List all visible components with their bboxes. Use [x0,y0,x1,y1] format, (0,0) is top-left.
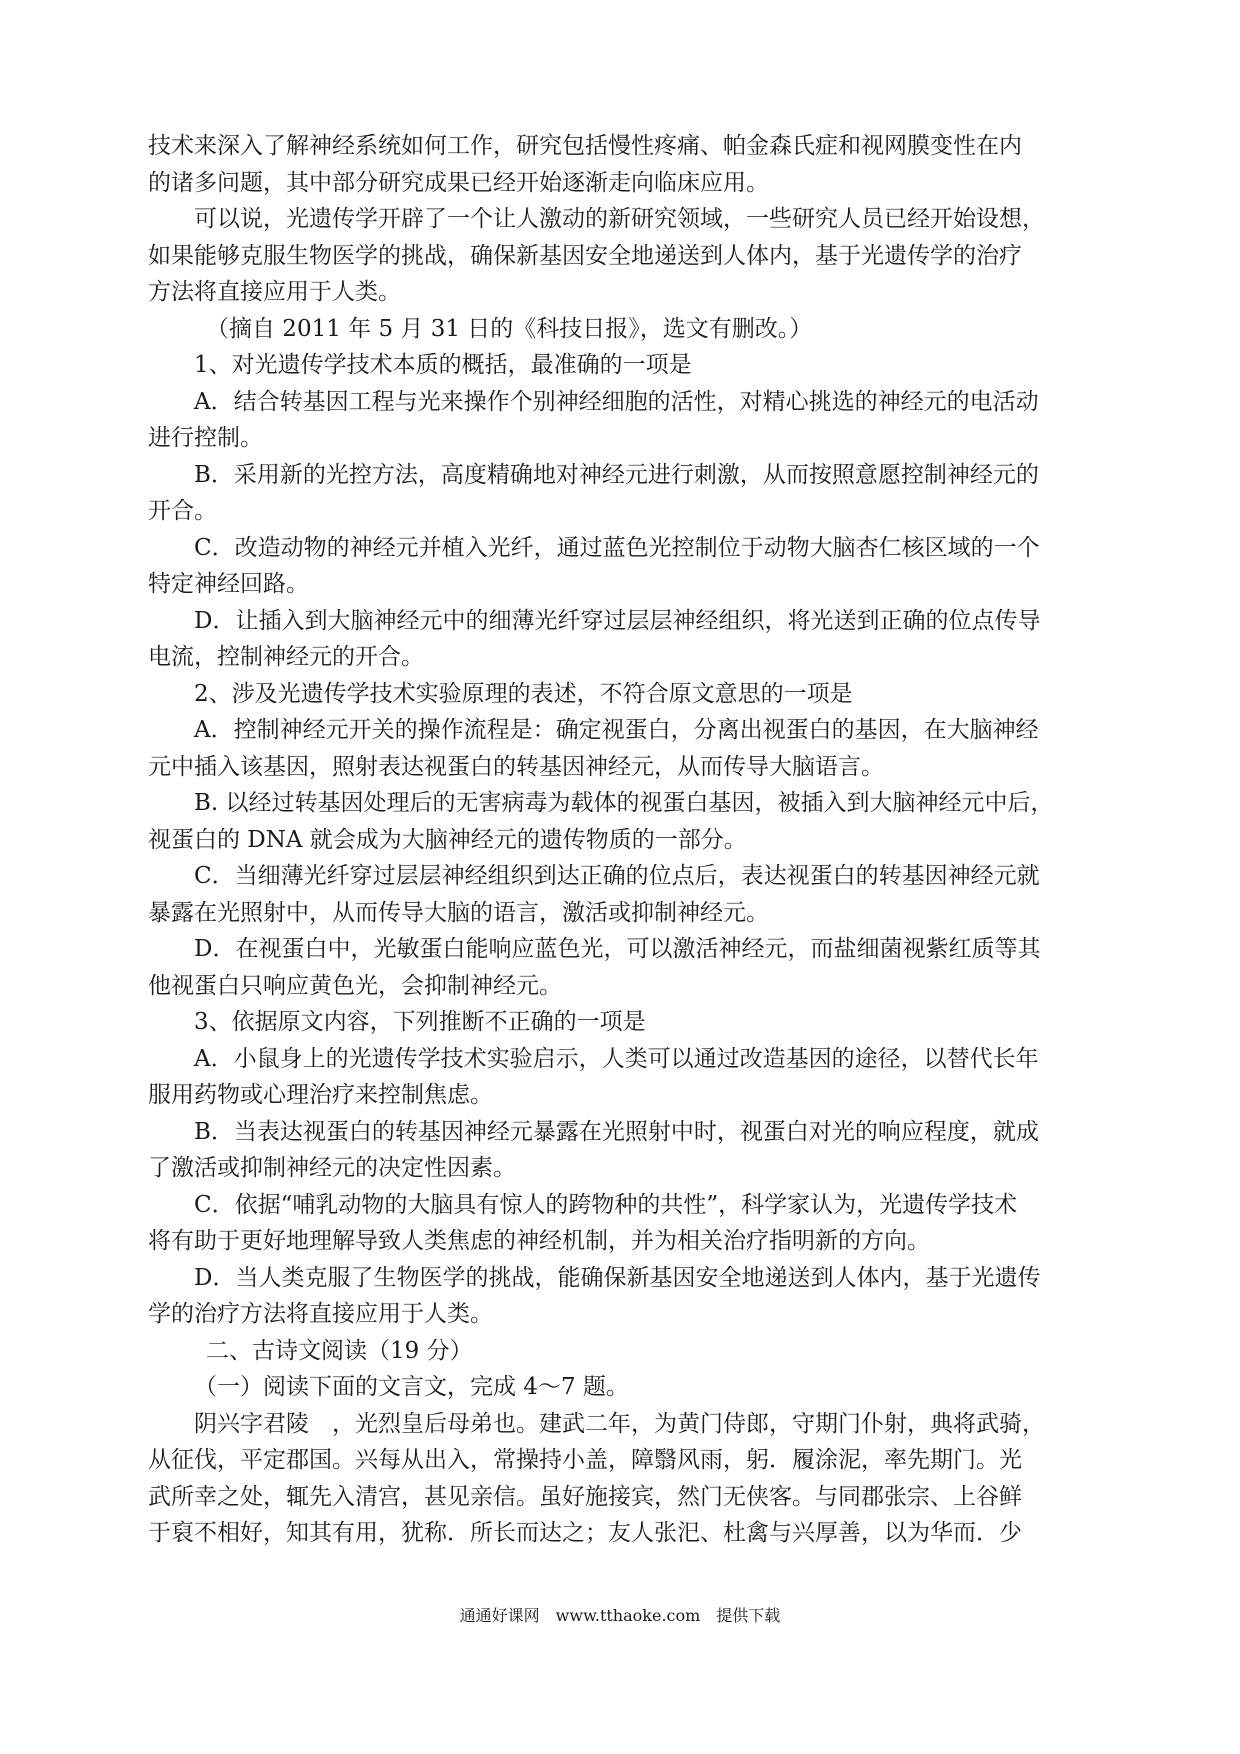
option-2c-cont: 暴露在光照射中，从而传导大脑的语言，激活或抑制神经元。 [148,899,769,926]
paragraph-line: 方法将直接应用于人类。 [148,279,401,305]
option-3c-cont: 将有助于更好地理解导致人类焦虑的神经机制，并为相关治疗指明新的方向。 [148,1228,930,1254]
paragraph-line: 可以说，光遗传学开辟了一个让人激动的新研究领域，一些研究人员已经开始设想， [194,206,1045,232]
option-1b: B．采用新的光控方法，高度精确地对神经元进行刺激，从而按照意愿控制神经元的 [194,461,1039,488]
document-body [148,128,1098,1552]
option-1a: A．结合转基因工程与光来操作个别神经细胞的活性，对精心挑选的神经元的电活动 [194,388,1039,415]
option-3b: B．当表达视蛋白的转基因神经元暴露在光照射中时，视蛋白对光的响应程度，就成 [194,1118,1039,1145]
question-2: 2、涉及光遗传学技术实验原理的表述，不符合原文意思的一项是 [194,680,853,707]
paragraph-line: 技术来深入了解神经系统如何工作，研究包括慢性疼痛、帕金森氏症和视网膜变性在内 [148,133,1022,159]
option-2a: A．控制神经元开关的操作流程是：确定视蛋白，分离出视蛋白的基因，在大脑神经 [194,717,1039,743]
classical-text-line: 从征伐，平定郡国。兴每从出入，常操持小盖，障翳风雨，躬．履涂泥，率先期门。光 [148,1447,1022,1473]
option-2b-cont: 视蛋白的 DNA 就会成为大脑神经元的遗传物质的一部分。 [148,826,747,853]
option-3a-cont: 服用药物或心理治疗来控制焦虑。 [148,1082,493,1108]
subsection-heading: （一）阅读下面的文言文，完成 4～7 题。 [194,1374,629,1400]
option-2b: B. 以经过转基因处理后的无害病毒为载体的视蛋白基因，被插入到大脑神经元中后， [194,790,1054,816]
paragraph-line: 如果能够克服生物医学的挑战，确保新基因安全地递送到人体内，基于光遗传学的治疗 [148,242,1022,269]
option-2d-cont: 他视蛋白只响应黄色光，会抑制神经元。 [148,972,562,999]
option-1b-cont: 开合。 [148,498,217,524]
option-3a: A．小鼠身上的光遗传学技术实验启示，人类可以通过改造基因的途径，以替代长年 [194,1045,1039,1072]
source-citation: （摘自 2011 年 5 月 31 日的《科技日报》，选文有删改。） [206,315,813,342]
question-3: 3、依据原文内容，下列推断不正确的一项是 [194,1009,646,1035]
option-2a-cont: 元中插入该基因，照射表达视蛋白的转基因神经元，从而传导大脑语言。 [148,753,884,780]
section-heading: 二、古诗文阅读（19 分） [206,1337,473,1364]
option-2c: C．当细薄光纤穿过层层神经组织到达正确的位点后，表达视蛋白的转基因神经元就 [194,863,1040,889]
classical-text-line: 阴兴字君陵 ，光烈皇后母弟也。建武二年，为黄门侍郎，守期门仆射，典将武骑， [194,1410,1045,1437]
option-1a-cont: 进行控制。 [148,425,263,451]
option-3c: C．依据“哺乳动物的大脑具有惊人的跨物种的共性”，科学家认为，光遗传学技术 [194,1191,1018,1218]
option-2d: D．在视蛋白中，光敏蛋白能响应蓝色光，可以激活神经元，而盐细菌视紫红质等其 [194,936,1041,962]
option-3d-cont: 学的治疗方法将直接应用于人类。 [148,1301,493,1327]
option-1c-cont: 特定神经回路。 [148,571,309,597]
question-1: 1、对光遗传学技术本质的概括，最准确的一项是 [194,352,692,378]
option-1d-cont: 电流，控制神经元的开合。 [148,644,424,670]
classical-text-line: 于裒不相好，知其有用，犹称．所长而达之；友人张汜、杜禽与兴厚善，以为华而．少 [148,1520,1022,1546]
paragraph-line: 的诸多问题，其中部分研究成果已经开始逐渐走向临床应用。 [148,169,769,196]
option-3b-cont: 了激活或抑制神经元的决定性因素。 [148,1155,516,1181]
option-3d: D．当人类克服了生物医学的挑战，能确保新基因安全地递送到人体内，基于光遗传 [194,1264,1041,1291]
page-footer: 通通好课网 www.tthaoke.com 提供下载 [459,1606,781,1625]
classical-text-line: 武所幸之处，辄先入清宫，甚见亲信。虽好施接宾，然门无侠客。与同郡张宗、上谷鲜 [148,1483,1022,1510]
option-1d: D．让插入到大脑神经元中的细薄光纤穿过层层神经组织，将光送到正确的位点传导 [194,607,1041,634]
option-1c: C．改造动物的神经元并植入光纤，通过蓝色光控制位于动物大脑杏仁核区域的一个 [194,534,1040,561]
